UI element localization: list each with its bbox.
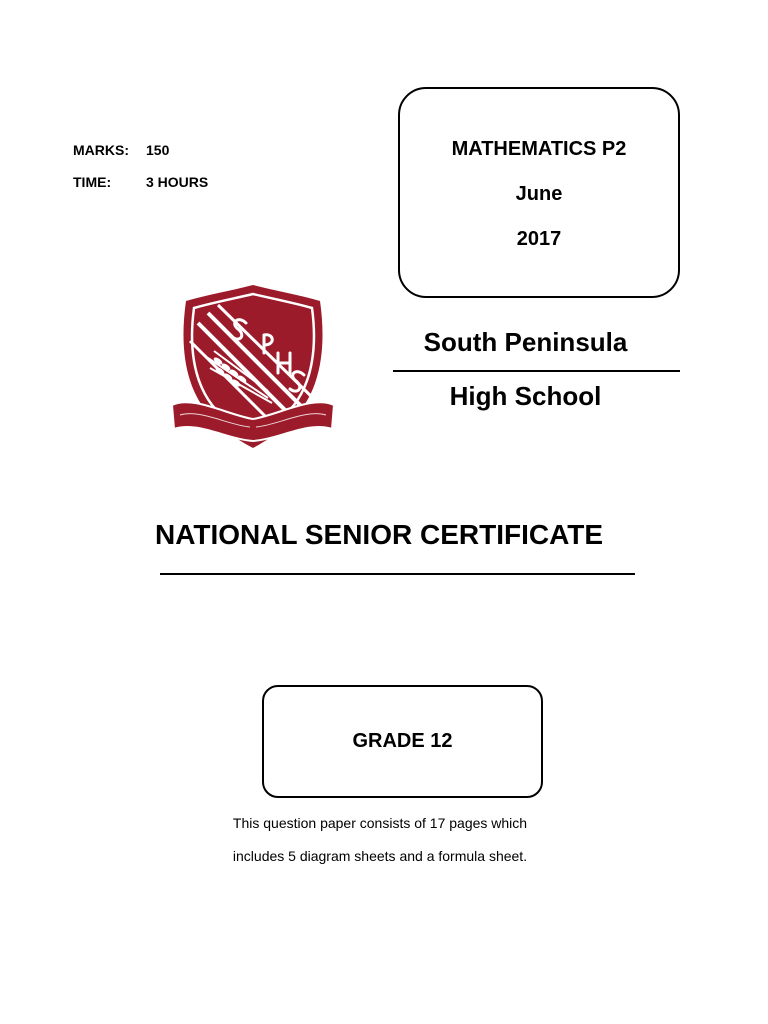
grade-box	[262, 685, 543, 798]
school-name-line2: High School	[449, 381, 602, 411]
school-name-line1: South Peninsula	[423, 327, 628, 357]
grade-label: GRADE 12	[352, 730, 453, 752]
subject-name: MATHEMATICS P2	[451, 138, 627, 160]
school-crest	[168, 283, 338, 453]
school-crest-image	[168, 283, 338, 453]
time-label: TIME:	[73, 174, 112, 190]
time-value: 3 HOURS	[146, 174, 209, 190]
exam-year: 2017	[516, 228, 562, 250]
certificate-title: NATIONAL SENIOR CERTIFICATE	[155, 519, 603, 550]
page-count-note-line1: This question paper consists of 17 pages which	[232, 815, 528, 831]
title-divider	[160, 573, 635, 575]
marks-value: 150	[146, 142, 170, 158]
exam-month: June	[515, 183, 563, 205]
page-count-note-line2: includes 5 diagram sheets and a formula sheet.	[232, 848, 528, 864]
marks-label: MARKS:	[73, 142, 129, 158]
subject-box	[398, 87, 680, 298]
school-name-divider	[393, 370, 680, 372]
